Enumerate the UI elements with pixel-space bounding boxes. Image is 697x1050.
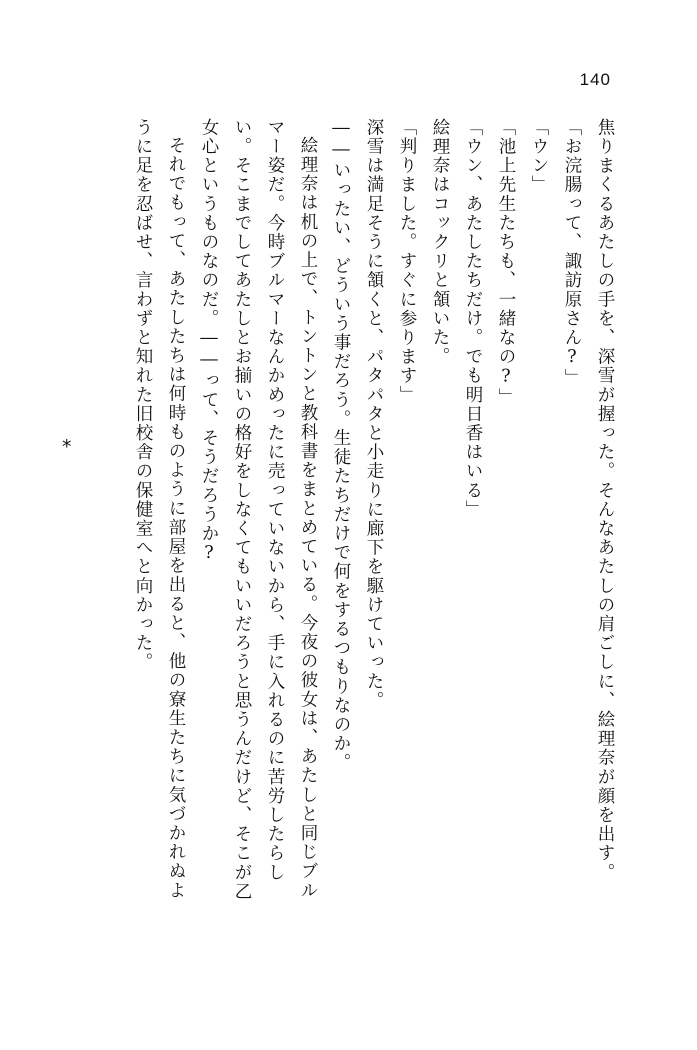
paragraph: 「池上先生たちも、一緒なの?」 <box>496 118 516 407</box>
paragraph: 焦りまくるあたしの手を、深雪が握った。そんなあたしの肩ごしに、絵理奈が顔を出す。 <box>595 118 615 882</box>
body-text <box>81 118 621 918</box>
paragraph: 「ウン、あたしたちだけ。でも明日香はいる」 <box>463 118 483 520</box>
paragraph: 「ウン」 <box>529 118 549 195</box>
paragraph: 絵理奈は机の上で、トントンと教科書をまとめている。今夜の彼女は、あたしと同じブルマー姿だ。今時ブルマーなんかめったに売っていないから、手に入れるのに苦労したらしい。そこまでしてあたしとお揃いの格好をしなくてもいいだろうと思うんだけど、そこが乙女心というものなのだ。――って、そうだろうか? <box>199 118 318 902</box>
paragraph: 「判りました。すぐに参ります」 <box>397 118 417 405</box>
paragraph: ――いったい、どういう事だろう。生徒たちだけで何をするつもりなのか。 <box>331 118 351 773</box>
paragraph: 絵理奈はコックリと頷いた。 <box>430 118 450 367</box>
section-separator-asterisk: * <box>62 436 72 458</box>
paragraph: 深雪は満足そうに頷くと、パタパタと小走りに廊下を駆けていった。 <box>364 118 384 711</box>
paragraph: 「お浣腸って、諏訪原さん?」 <box>562 118 582 388</box>
page-number: 140 <box>579 70 611 89</box>
paragraph: それでもって、あたしたちは何時ものように部屋を出ると、他の寮生たちに気づかれぬように足を忍ばせ、言わずと知れた旧校舎の保健室へと向かった。 <box>133 118 186 900</box>
